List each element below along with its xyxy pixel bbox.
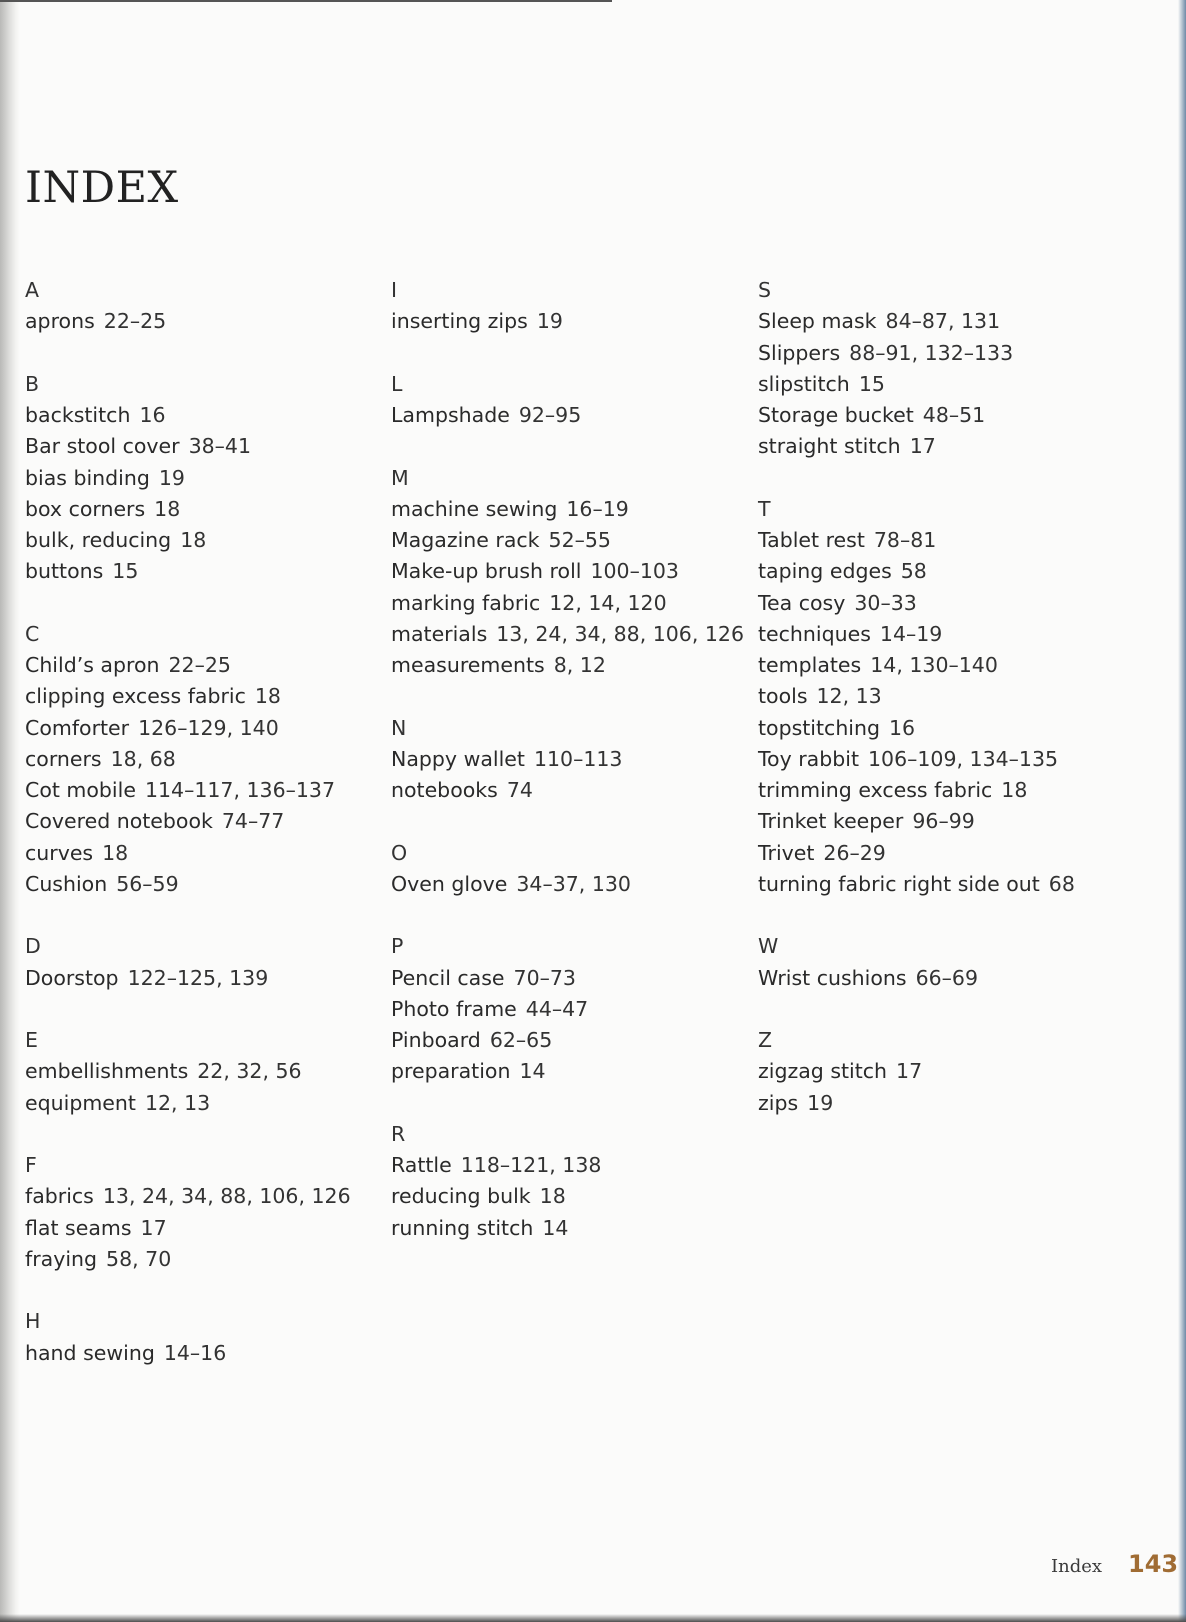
section-letter: Z xyxy=(758,1028,773,1052)
entry-term: measurements xyxy=(391,653,545,677)
entry-pages: 13, 24, 34, 88, 106, 126 xyxy=(102,1184,351,1209)
index-entry xyxy=(391,1181,751,1212)
entry-pages: 12, 14, 120 xyxy=(549,590,667,615)
entry-pages: 34–37, 130 xyxy=(516,871,631,896)
entry-term: aprons xyxy=(25,309,95,334)
entry-pages: 74 xyxy=(506,778,533,802)
entry-pages: 18 xyxy=(180,528,207,552)
index-section xyxy=(25,619,385,900)
index-entry xyxy=(25,1338,385,1369)
index-section xyxy=(25,369,385,588)
entry-term: flat seams xyxy=(25,1215,132,1240)
entry-term: materials xyxy=(391,621,488,646)
index-entry xyxy=(25,306,385,337)
section-letter: O xyxy=(391,840,408,865)
entry-term: backstitch xyxy=(25,403,131,427)
entry-pages: 68 xyxy=(1048,871,1075,896)
index-section xyxy=(391,1119,751,1244)
entry-pages: 122–125, 139 xyxy=(127,965,269,990)
entry-term: templates xyxy=(758,653,862,677)
entry-term: straight stitch xyxy=(758,434,901,459)
index-entry xyxy=(758,869,1118,900)
entry-pages: 18 xyxy=(254,684,281,709)
index-entry xyxy=(758,525,1118,556)
entry-pages: 78–81 xyxy=(873,528,937,552)
section-letter: F xyxy=(25,1153,37,1177)
index-section xyxy=(25,1306,385,1369)
entry-term: Covered notebook xyxy=(25,809,213,834)
entry-pages: 88–91, 132–133 xyxy=(849,340,1014,365)
entry-term: fraying xyxy=(25,1246,98,1271)
index-entry xyxy=(25,1056,385,1087)
entry-term: turning fabric right side out xyxy=(758,871,1040,896)
index-entry xyxy=(758,650,1118,681)
entry-pages: 44–47 xyxy=(525,996,589,1021)
entry-pages: 126–129, 140 xyxy=(138,715,279,740)
index-entry xyxy=(758,775,1118,806)
entry-pages: 100–103 xyxy=(590,559,679,584)
index-entry xyxy=(25,713,385,744)
section-letter: W xyxy=(758,934,779,959)
entry-pages: 22, 32, 56 xyxy=(197,1059,302,1084)
entry-term: Oven glove xyxy=(391,871,508,896)
index-entry xyxy=(25,494,385,525)
entry-term: trimming excess fabric xyxy=(758,778,993,802)
index-section xyxy=(391,463,751,682)
entry-term: Pinboard xyxy=(391,1028,481,1052)
entry-term: Cushion xyxy=(25,871,108,896)
entry-term: slipstitch xyxy=(758,371,850,396)
index-section xyxy=(25,1025,385,1119)
index-entry xyxy=(391,525,751,556)
entry-term: zigzag stitch xyxy=(758,1059,888,1084)
index-entry xyxy=(25,1244,385,1275)
entry-term: tools xyxy=(758,684,808,709)
entry-pages: 14 xyxy=(519,1059,546,1084)
index-entry xyxy=(391,963,751,994)
section-letter: L xyxy=(391,371,403,396)
entry-term: bias binding xyxy=(25,465,150,490)
entry-term: Cot mobile xyxy=(25,778,136,802)
entry-pages: 15 xyxy=(112,559,139,584)
entry-term: techniques xyxy=(758,621,871,646)
entry-term: taping edges xyxy=(758,559,892,584)
entry-term: Magazine rack xyxy=(391,528,540,552)
index-entry xyxy=(758,619,1118,650)
entry-pages: 17 xyxy=(909,434,936,459)
entry-pages: 12, 13 xyxy=(144,1090,211,1115)
entry-term: zips xyxy=(758,1090,799,1115)
entry-pages: 22–25 xyxy=(168,653,231,677)
index-entry xyxy=(25,400,385,431)
entry-term: Lampshade xyxy=(391,403,510,427)
section-letter: B xyxy=(25,371,40,396)
index-entry xyxy=(25,681,385,712)
index-entry xyxy=(25,869,385,900)
entry-pages: 19 xyxy=(807,1090,834,1115)
entry-pages: 74–77 xyxy=(221,809,285,834)
entry-pages: 118–121, 138 xyxy=(460,1153,602,1177)
index-entry xyxy=(758,681,1118,712)
section-letter: N xyxy=(391,715,407,740)
index-entry xyxy=(25,744,385,775)
entry-pages: 58, 70 xyxy=(106,1246,172,1271)
entry-term: bulk, reducing xyxy=(25,528,172,552)
entry-pages: 106–109, 134–135 xyxy=(867,746,1059,771)
index-entry xyxy=(25,1088,385,1119)
entry-pages: 18 xyxy=(1001,778,1028,802)
entry-pages: 58 xyxy=(900,559,927,584)
index-entry xyxy=(391,744,751,775)
index-section xyxy=(758,1025,1118,1119)
bottom-edge-shadow xyxy=(0,1614,1186,1622)
index-entry xyxy=(758,963,1118,994)
entry-pages: 18 xyxy=(539,1184,566,1209)
index-column-1 xyxy=(25,275,385,1400)
entry-term: Trinket keeper xyxy=(758,809,904,834)
index-section xyxy=(758,494,1118,900)
index-entry xyxy=(758,1056,1118,1087)
index-entry xyxy=(391,1056,751,1087)
index-section xyxy=(25,931,385,994)
index-entry xyxy=(758,1088,1118,1119)
index-entry xyxy=(391,1150,751,1181)
index-entry xyxy=(391,588,751,619)
entry-pages: 30–33 xyxy=(854,590,917,615)
entry-term: corners xyxy=(25,746,102,771)
index-entry xyxy=(25,463,385,494)
entry-pages: 13, 24, 34, 88, 106, 126 xyxy=(496,621,745,646)
index-entry xyxy=(391,650,751,681)
index-entry xyxy=(391,1025,751,1056)
section-letter: H xyxy=(25,1309,41,1334)
entry-term: preparation xyxy=(391,1059,511,1084)
index-entry xyxy=(25,556,385,587)
entry-term: Doorstop xyxy=(25,965,119,990)
index-section xyxy=(391,838,751,901)
index-entry xyxy=(758,431,1118,462)
footer-section-label: Index xyxy=(1051,1556,1103,1577)
entry-term: box corners xyxy=(25,496,146,521)
entry-pages: 52–55 xyxy=(548,528,611,552)
index-entry xyxy=(25,1213,385,1244)
book-spine-shadow xyxy=(0,0,20,1622)
index-entry xyxy=(25,838,385,869)
index-entry xyxy=(25,1181,385,1212)
section-letter: D xyxy=(25,934,41,959)
entry-pages: 17 xyxy=(140,1215,167,1240)
index-entry xyxy=(25,650,385,681)
entry-pages: 8, 12 xyxy=(553,653,606,677)
entry-pages: 70–73 xyxy=(513,965,576,990)
entry-term: Wrist cushions xyxy=(758,965,907,990)
index-entry xyxy=(391,619,751,650)
entry-pages: 96–99 xyxy=(912,809,975,834)
section-letter: E xyxy=(25,1028,38,1052)
entry-pages: 14–19 xyxy=(879,621,943,646)
index-entry xyxy=(758,369,1118,400)
entry-term: curves xyxy=(25,840,94,865)
index-entry xyxy=(391,494,751,525)
entry-pages: 22–25 xyxy=(103,309,167,334)
entry-pages: 14, 130–140 xyxy=(870,653,998,677)
entry-pages: 16 xyxy=(139,403,166,427)
index-column-2 xyxy=(391,275,751,1275)
entry-pages: 38–41 xyxy=(188,434,251,459)
entry-pages: 18 xyxy=(102,840,129,865)
entry-term: Photo frame xyxy=(391,996,517,1021)
entry-term: notebooks xyxy=(391,778,498,802)
entry-pages: 12, 13 xyxy=(816,684,882,709)
index-section xyxy=(758,275,1118,463)
section-letter: R xyxy=(391,1121,406,1146)
index-section xyxy=(25,1150,385,1275)
index-entry xyxy=(758,838,1118,869)
entry-term: Child’s apron xyxy=(25,653,160,677)
index-entry xyxy=(758,806,1118,837)
index-entry xyxy=(391,400,751,431)
entry-term: Nappy wallet xyxy=(391,746,525,771)
entry-pages: 110–113 xyxy=(533,746,623,771)
section-letter: T xyxy=(758,496,771,521)
section-letter: I xyxy=(391,278,398,302)
index-entry xyxy=(25,806,385,837)
entry-term: Comforter xyxy=(25,715,130,740)
index-entry xyxy=(25,775,385,806)
entry-pages: 19 xyxy=(158,465,185,490)
index-entry xyxy=(391,1213,751,1244)
entry-term: reducing bulk xyxy=(391,1184,531,1209)
entry-pages: 114–117, 136–137 xyxy=(144,778,335,802)
entry-term: Make-up brush roll xyxy=(391,559,582,584)
index-section xyxy=(391,369,751,432)
top-rule xyxy=(0,0,612,2)
index-column-3 xyxy=(758,275,1118,1150)
section-letter: A xyxy=(25,278,40,302)
entry-pages: 16 xyxy=(889,715,916,740)
index-section xyxy=(391,931,751,1087)
entry-pages: 84–87, 131 xyxy=(885,309,1001,334)
entry-term: inserting zips xyxy=(391,309,528,334)
page-title: INDEX xyxy=(25,163,179,213)
index-entry xyxy=(25,963,385,994)
entry-pages: 16–19 xyxy=(566,496,629,521)
entry-pages: 14–16 xyxy=(163,1340,227,1365)
index-entry xyxy=(25,525,385,556)
index-entry xyxy=(391,775,751,806)
entry-term: Tablet rest xyxy=(758,528,865,552)
entry-term: hand sewing xyxy=(25,1340,155,1365)
index-entry xyxy=(758,400,1118,431)
index-entry xyxy=(758,713,1118,744)
index-entry xyxy=(25,431,385,462)
entry-pages: 14 xyxy=(542,1215,569,1240)
entry-term: Rattle xyxy=(391,1153,452,1177)
entry-term: clipping excess fabric xyxy=(25,684,246,709)
entry-pages: 92–95 xyxy=(518,403,582,427)
entry-pages: 19 xyxy=(536,309,563,334)
entry-pages: 62–65 xyxy=(489,1028,553,1052)
entry-term: equipment xyxy=(25,1090,136,1115)
entry-term: Storage bucket xyxy=(758,403,914,427)
entry-pages: 48–51 xyxy=(922,403,986,427)
entry-term: fabrics xyxy=(25,1184,94,1209)
entry-pages: 66–69 xyxy=(915,965,978,990)
index-section xyxy=(391,275,751,338)
entry-term: Bar stool cover xyxy=(25,434,180,459)
entry-pages: 18 xyxy=(154,496,181,521)
index-entry xyxy=(391,306,751,337)
index-section xyxy=(391,713,751,807)
section-letter: P xyxy=(391,934,404,959)
entry-term: Slippers xyxy=(758,340,841,365)
entry-term: Trivet xyxy=(758,840,815,865)
index-entry xyxy=(758,588,1118,619)
index-entry xyxy=(758,556,1118,587)
index-entry xyxy=(758,338,1118,369)
index-entry xyxy=(391,556,751,587)
index-entry xyxy=(758,306,1118,337)
index-entry xyxy=(391,869,751,900)
entry-term: Tea cosy xyxy=(758,590,846,615)
entry-term: machine sewing xyxy=(391,496,558,521)
page-number: 143 xyxy=(1128,1550,1179,1578)
entry-term: marking fabric xyxy=(391,590,541,615)
entry-pages: 15 xyxy=(858,371,885,396)
entry-term: buttons xyxy=(25,559,104,584)
section-letter: C xyxy=(25,621,40,646)
section-letter: M xyxy=(391,465,409,490)
entry-term: Pencil case xyxy=(391,965,505,990)
index-entry xyxy=(391,994,751,1025)
index-entry xyxy=(758,744,1118,775)
entry-term: Sleep mask xyxy=(758,309,877,334)
entry-pages: 56–59 xyxy=(116,871,179,896)
entry-term: embellishments xyxy=(25,1059,189,1084)
section-letter: S xyxy=(758,278,772,302)
entry-term: topstitching xyxy=(758,715,881,740)
index-section xyxy=(25,275,385,338)
entry-pages: 26–29 xyxy=(823,840,886,865)
entry-pages: 17 xyxy=(896,1059,923,1084)
entry-term: running stitch xyxy=(391,1215,534,1240)
entry-term: Toy rabbit xyxy=(758,746,859,771)
entry-pages: 18, 68 xyxy=(110,746,176,771)
page-edge xyxy=(1178,0,1186,1622)
index-section xyxy=(758,931,1118,994)
